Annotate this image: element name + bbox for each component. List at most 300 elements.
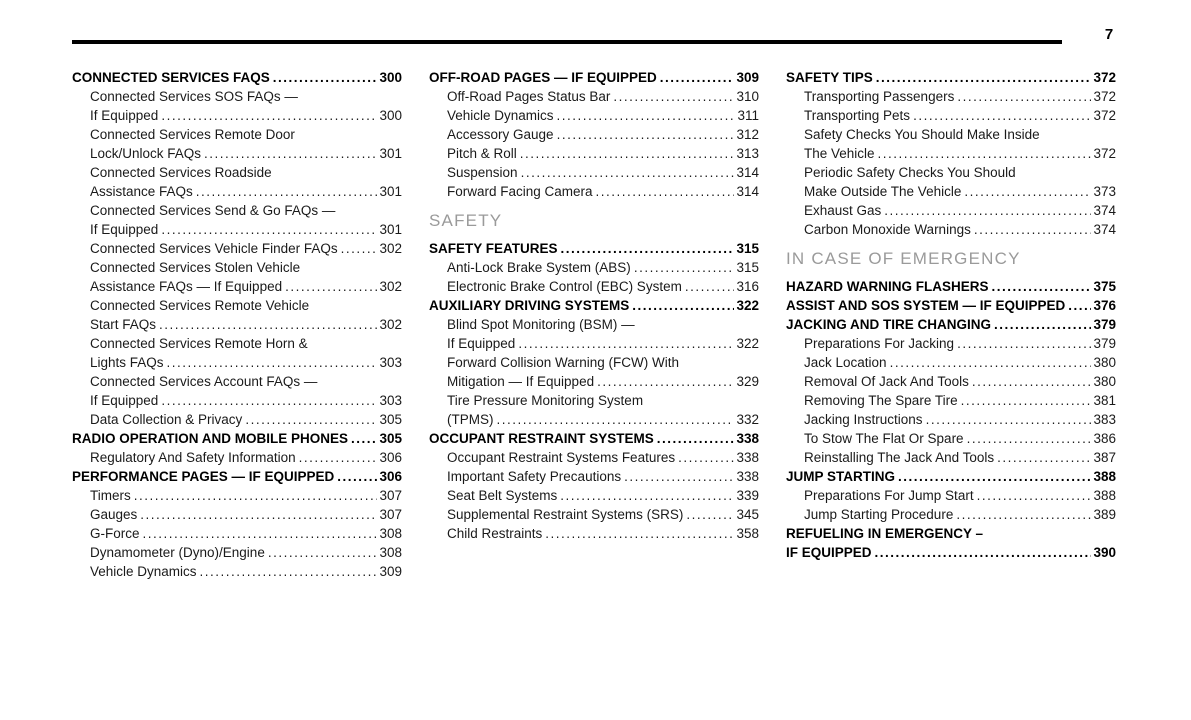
toc-entry-page-number: 379	[1093, 317, 1116, 332]
toc-entry-page-number: 315	[736, 260, 759, 275]
toc-entry-line	[90, 353, 402, 372]
toc-sub-entry	[429, 163, 759, 182]
toc-entry-text: Make Outside The Vehicle	[804, 184, 962, 199]
toc-entry-text: JACKING AND TIRE CHANGING	[786, 317, 992, 332]
toc-entry-line	[90, 144, 402, 163]
toc-entry-text: Lock/Unlock FAQs	[90, 146, 202, 161]
toc-entry-line: Periodic Safety Checks You Should	[804, 165, 1016, 180]
toc-entry-text: Jack Location	[804, 355, 887, 370]
dot-leader	[994, 315, 1091, 334]
toc-entry-text: Gauges	[90, 507, 138, 522]
dot-leader	[597, 372, 734, 391]
toc-entry-line	[447, 125, 759, 144]
dot-leader	[660, 68, 735, 87]
dot-leader	[557, 125, 735, 144]
toc-entry-text: Suspension	[447, 165, 518, 180]
toc-sub-entry	[429, 524, 759, 543]
dot-leader	[890, 353, 1092, 372]
toc-entry-text: Start FAQs	[90, 317, 157, 332]
toc-sub-entry	[786, 163, 1116, 201]
dot-leader	[657, 429, 735, 448]
toc-entry-page-number: 372	[1093, 89, 1116, 104]
toc-heading-entry	[786, 524, 1116, 562]
toc-entry-page-number: 332	[736, 412, 759, 427]
toc-entry-text: Transporting Passengers	[804, 89, 955, 104]
toc-sub-entry	[72, 486, 402, 505]
dot-leader	[974, 220, 1092, 239]
dot-leader	[884, 201, 1091, 220]
dot-leader	[964, 182, 1091, 201]
toc-entry-line	[804, 372, 1116, 391]
toc-entry-line	[447, 486, 759, 505]
toc-sub-entry	[786, 106, 1116, 125]
toc-sub-entry	[72, 125, 402, 163]
toc-entry-page-number: 302	[379, 279, 402, 294]
toc-heading-entry	[786, 315, 1116, 334]
dot-leader	[161, 106, 377, 125]
toc-entry-text: Regulatory And Safety Information	[90, 450, 296, 465]
toc-entry-page-number: 307	[379, 488, 402, 503]
toc-entry-text: If Equipped	[90, 108, 159, 123]
toc-sub-entry	[429, 391, 759, 429]
toc-entry-line: Forward Collision Warning (FCW) With	[447, 355, 680, 370]
toc-entry-line	[786, 277, 1116, 296]
dot-leader	[632, 296, 734, 315]
toc-entry-line	[90, 277, 402, 296]
dot-leader	[268, 543, 378, 562]
toc-entry-line: Tire Pressure Monitoring System	[447, 393, 644, 408]
toc-column-1	[72, 68, 402, 581]
toc-sub-entry	[72, 372, 402, 410]
dot-leader	[245, 410, 377, 429]
toc-entry-line	[804, 106, 1116, 125]
toc-entry-text: Jump Starting Procedure	[804, 507, 954, 522]
toc-entry-line	[90, 562, 402, 581]
toc-entry-line	[90, 486, 402, 505]
toc-entry-line: Connected Services SOS FAQs —	[90, 89, 298, 104]
toc-sub-entry	[72, 562, 402, 581]
toc-entry-page-number: 303	[379, 393, 402, 408]
toc-entry-page-number: 308	[379, 526, 402, 541]
toc-entry-page-number: 301	[379, 146, 402, 161]
toc-heading-entry	[72, 429, 402, 448]
toc-entry-line	[90, 505, 402, 524]
toc-entry-page-number: 345	[736, 507, 759, 522]
toc-entry-line	[429, 429, 759, 448]
toc-entry-text: Assistance FAQs — If Equipped	[90, 279, 283, 294]
toc-entry-line: Connected Services Send & Go FAQs —	[90, 203, 336, 218]
dot-leader	[613, 87, 734, 106]
toc-entry-text: Vehicle Dynamics	[90, 564, 197, 579]
toc-entry-line	[804, 182, 1116, 201]
toc-entry-page-number: 388	[1093, 469, 1116, 484]
toc-sub-entry	[72, 87, 402, 125]
toc-entry-page-number: 372	[1093, 108, 1116, 123]
dot-leader	[561, 239, 735, 258]
toc-entry-page-number: 301	[379, 222, 402, 237]
toc-entry-text: Seat Belt Systems	[447, 488, 558, 503]
dot-leader	[686, 505, 734, 524]
toc-section-header: IN CASE OF EMERGENCY	[786, 249, 1021, 268]
toc-entry-line	[72, 467, 402, 486]
toc-entry-page-number: 372	[1093, 70, 1116, 85]
toc-section-header: SAFETY	[429, 211, 503, 230]
toc-entry-text: G-Force	[90, 526, 140, 541]
toc-heading-entry	[786, 277, 1116, 296]
toc-entry-line	[429, 296, 759, 315]
toc-entry-text: Transporting Pets	[804, 108, 911, 123]
toc-entry-text: SAFETY TIPS	[786, 70, 873, 85]
toc-entry-line	[804, 391, 1116, 410]
toc-entry-page-number: 322	[736, 298, 759, 313]
dot-leader	[337, 467, 377, 486]
toc-entry-text: Preparations For Jump Start	[804, 488, 974, 503]
dot-leader	[685, 277, 735, 296]
toc-entry-page-number: 309	[736, 70, 759, 85]
toc-sub-entry	[786, 429, 1116, 448]
dot-leader	[634, 258, 735, 277]
toc-entry-page-number: 387	[1093, 450, 1116, 465]
toc-sub-entry	[429, 277, 759, 296]
dot-leader	[876, 68, 1092, 87]
toc-entry-page-number: 389	[1093, 507, 1116, 522]
toc-sub-entry	[72, 296, 402, 334]
toc-entry-page-number: 339	[736, 488, 759, 503]
toc-entry-page-number: 306	[379, 450, 402, 465]
toc-entry-page-number: 374	[1093, 203, 1116, 218]
toc-entry-text: Carbon Monoxide Warnings	[804, 222, 971, 237]
toc-sub-entry	[786, 220, 1116, 239]
toc-heading-entry	[786, 296, 1116, 315]
toc-sub-entry	[786, 410, 1116, 429]
toc-heading-entry	[786, 467, 1116, 486]
toc-entry-page-number: 380	[1093, 374, 1116, 389]
toc-entry-line	[804, 334, 1116, 353]
dot-leader	[143, 524, 378, 543]
toc-entry-text: OFF-ROAD PAGES — IF EQUIPPED	[429, 70, 657, 85]
dot-leader	[161, 391, 377, 410]
toc-entry-text: RADIO OPERATION AND MOBILE PHONES	[72, 431, 349, 446]
toc-entry-text: Off-Road Pages Status Bar	[447, 89, 611, 104]
dot-leader	[926, 410, 1092, 429]
toc-sub-entry	[429, 182, 759, 201]
toc-entry-line: Connected Services Remote Vehicle	[90, 298, 310, 313]
toc-entry-text: Pitch & Roll	[447, 146, 517, 161]
toc-entry-text: Assistance FAQs	[90, 184, 193, 199]
toc-entry-page-number: 301	[379, 184, 402, 199]
toc-entry-text: Dynamometer (Dyno)/Engine	[90, 545, 265, 560]
toc-entry-text: Vehicle Dynamics	[447, 108, 554, 123]
toc-entry-page-number: 300	[379, 70, 402, 85]
toc-entry-text: PERFORMANCE PAGES — IF EQUIPPED	[72, 469, 335, 484]
dot-leader	[557, 106, 736, 125]
toc-entry-line	[804, 144, 1116, 163]
toc-entry-line	[447, 334, 759, 353]
dot-leader	[875, 543, 1092, 562]
toc-entry-line	[447, 182, 759, 201]
toc-entry-text: Timers	[90, 488, 131, 503]
dot-leader	[560, 486, 734, 505]
toc-sub-entry	[72, 410, 402, 429]
dot-leader	[161, 220, 377, 239]
toc-sub-entry	[786, 125, 1116, 163]
toc-entry-page-number: 313	[736, 146, 759, 161]
toc-entry-line	[786, 296, 1116, 315]
toc-sub-entry	[429, 125, 759, 144]
toc-entry-text: CONNECTED SERVICES FAQS	[72, 70, 270, 85]
toc-sub-entry	[786, 372, 1116, 391]
toc-entry-line	[72, 429, 402, 448]
toc-entry-page-number: 380	[1093, 355, 1116, 370]
toc-sub-entry	[429, 106, 759, 125]
toc-entry-line	[447, 277, 759, 296]
toc-entry-text: Occupant Restraint Systems Features	[447, 450, 676, 465]
toc-column-3	[786, 68, 1116, 581]
toc-sub-entry	[429, 87, 759, 106]
toc-entry-page-number: 311	[737, 108, 759, 123]
toc-entry-text: OCCUPANT RESTRAINT SYSTEMS	[429, 431, 654, 446]
toc-entry-line	[804, 505, 1116, 524]
toc-entry-line	[786, 68, 1116, 87]
toc-entry-text: Removing The Spare Tire	[804, 393, 958, 408]
toc-entry-text: Child Restraints	[447, 526, 543, 541]
toc-entry-line	[447, 410, 759, 429]
header-rule	[72, 40, 1062, 44]
dot-leader	[997, 448, 1091, 467]
dot-leader	[1068, 296, 1091, 315]
toc-entry-page-number: 358	[736, 526, 759, 541]
toc-entry-line: REFUELING IN EMERGENCY –	[786, 526, 984, 541]
page-number: 7	[1104, 26, 1114, 43]
toc-entry-text: Lights FAQs	[90, 355, 164, 370]
toc-entry-line	[90, 391, 402, 410]
toc-entry-page-number: 312	[736, 127, 759, 142]
toc-sub-entry	[72, 524, 402, 543]
toc-entry-page-number: 375	[1093, 279, 1116, 294]
toc-entry-text: Reinstalling The Jack And Tools	[804, 450, 995, 465]
toc-entry-line	[447, 448, 759, 467]
dot-leader	[957, 87, 1091, 106]
toc-entry-line: Connected Services Remote Door	[90, 127, 295, 142]
toc-entry-line	[786, 467, 1116, 486]
toc-entry-text: Removal Of Jack And Tools	[804, 374, 969, 389]
dot-leader	[351, 429, 377, 448]
toc-entry-line	[90, 106, 402, 125]
toc-entry-line	[447, 163, 759, 182]
dot-leader	[898, 467, 1091, 486]
toc-entry-line	[90, 315, 402, 334]
dot-leader	[167, 353, 378, 372]
toc-entry-line	[447, 144, 759, 163]
toc-entry-line: Connected Services Roadside	[90, 165, 272, 180]
toc-entry-page-number: 302	[379, 317, 402, 332]
toc-entry-page-number: 390	[1093, 545, 1116, 560]
toc-entry-page-number: 338	[736, 431, 759, 446]
dot-leader	[518, 334, 734, 353]
toc-entry-line	[447, 258, 759, 277]
toc-entry-page-number: 307	[379, 507, 402, 522]
toc-sub-entry	[72, 334, 402, 372]
toc-entry-text: Preparations For Jacking	[804, 336, 955, 351]
toc-entry-line	[90, 182, 402, 201]
toc-entry-line	[90, 448, 402, 467]
toc-entry-page-number: 373	[1093, 184, 1116, 199]
toc-entry-line	[90, 543, 402, 562]
toc-columns	[72, 68, 1118, 581]
toc-entry-text: Anti-Lock Brake System (ABS)	[447, 260, 631, 275]
toc-entry-line	[447, 87, 759, 106]
toc-heading-entry	[429, 429, 759, 448]
toc-entry-line: Blind Spot Monitoring (BSM) —	[447, 317, 635, 332]
toc-entry-page-number: 316	[736, 279, 759, 294]
toc-entry-line	[429, 239, 759, 258]
toc-entry-text: SAFETY FEATURES	[429, 241, 558, 256]
toc-entry-line: Connected Services Stolen Vehicle	[90, 260, 301, 275]
toc-entry-text: JUMP STARTING	[786, 469, 896, 484]
toc-entry-text: (TPMS)	[447, 412, 494, 427]
toc-sub-entry	[72, 201, 402, 239]
toc-entry-text: Jacking Instructions	[804, 412, 923, 427]
toc-entry-text: If Equipped	[447, 336, 516, 351]
dot-leader	[200, 562, 378, 581]
toc-entry-line	[447, 467, 759, 486]
toc-entry-text: Important Safety Precautions	[447, 469, 622, 484]
toc-sub-entry	[429, 315, 759, 353]
toc-entry-page-number: 308	[379, 545, 402, 560]
toc-sub-entry	[429, 144, 759, 163]
toc-entry-line	[786, 543, 1116, 562]
toc-sub-entry	[786, 201, 1116, 220]
dot-leader	[972, 372, 1092, 391]
toc-sub-entry	[72, 258, 402, 296]
toc-entry-page-number: 315	[736, 241, 759, 256]
toc-entry-line	[447, 106, 759, 125]
toc-entry-line	[786, 315, 1116, 334]
dot-leader	[134, 486, 378, 505]
dot-leader	[285, 277, 377, 296]
dot-leader	[204, 144, 377, 163]
toc-entry-page-number: 305	[379, 431, 402, 446]
toc-entry-page-number: 314	[736, 184, 759, 199]
dot-leader	[678, 448, 734, 467]
toc-sub-entry	[429, 353, 759, 391]
toc-sub-entry	[429, 258, 759, 277]
toc-entry-page-number: 376	[1093, 298, 1116, 313]
toc-heading-entry	[786, 68, 1116, 87]
toc-entry-page-number: 372	[1093, 146, 1116, 161]
toc-entry-text: Accessory Gauge	[447, 127, 554, 142]
toc-entry-text: Forward Facing Camera	[447, 184, 593, 199]
dot-leader	[992, 277, 1092, 296]
toc-entry-text: AUXILIARY DRIVING SYSTEMS	[429, 298, 630, 313]
toc-entry-page-number: 338	[736, 450, 759, 465]
dot-leader	[977, 486, 1092, 505]
toc-sub-entry	[72, 543, 402, 562]
toc-entry-page-number: 329	[736, 374, 759, 389]
toc-heading-entry	[429, 296, 759, 315]
toc-entry-text: If Equipped	[90, 393, 159, 408]
dot-leader	[957, 334, 1091, 353]
toc-sub-entry	[786, 505, 1116, 524]
toc-sub-entry	[786, 391, 1116, 410]
toc-sub-entry	[786, 448, 1116, 467]
dot-leader	[521, 163, 735, 182]
toc-heading-entry	[429, 68, 759, 87]
toc-sub-entry	[72, 505, 402, 524]
toc-entry-page-number: 303	[379, 355, 402, 370]
dot-leader	[196, 182, 378, 201]
toc-heading-entry	[72, 68, 402, 87]
toc-entry-line	[804, 410, 1116, 429]
toc-sub-entry	[786, 486, 1116, 505]
dot-leader	[967, 429, 1092, 448]
toc-entry-line	[90, 524, 402, 543]
toc-entry-text: Supplemental Restraint Systems (SRS)	[447, 507, 684, 522]
toc-entry-line	[90, 410, 402, 429]
toc-entry-page-number: 305	[379, 412, 402, 427]
toc-entry-text: Data Collection & Privacy	[90, 412, 243, 427]
toc-entry-line	[429, 68, 759, 87]
toc-entry-text: If Equipped	[90, 222, 159, 237]
toc-entry-page-number: 322	[736, 336, 759, 351]
toc-entry-page-number: 306	[379, 469, 402, 484]
toc-entry-text: Connected Services Vehicle Finder FAQs	[90, 241, 338, 256]
toc-entry-line	[804, 448, 1116, 467]
dot-leader	[596, 182, 735, 201]
toc-entry-page-number: 386	[1093, 431, 1116, 446]
toc-entry-text: IF EQUIPPED	[786, 545, 872, 560]
toc-entry-line	[447, 372, 759, 391]
toc-entry-line	[804, 429, 1116, 448]
toc-entry-page-number: 379	[1093, 336, 1116, 351]
dot-leader	[273, 68, 378, 87]
toc-entry-page-number: 381	[1093, 393, 1116, 408]
toc-entry-page-number: 310	[736, 89, 759, 104]
toc-entry-line	[90, 239, 402, 258]
toc-sub-entry	[429, 505, 759, 524]
toc-entry-text: Exhaust Gas	[804, 203, 882, 218]
toc-entry-line	[804, 486, 1116, 505]
dot-leader	[878, 144, 1092, 163]
toc-sub-entry	[429, 467, 759, 486]
toc-entry-text: Mitigation — If Equipped	[447, 374, 595, 389]
dot-leader	[545, 524, 734, 543]
dot-leader	[624, 467, 734, 486]
toc-heading-entry	[72, 467, 402, 486]
toc-entry-line	[804, 220, 1116, 239]
toc-entry-line	[804, 353, 1116, 372]
toc-entry-line	[804, 201, 1116, 220]
toc-entry-text: To Stow The Flat Or Spare	[804, 431, 964, 446]
toc-entry-line	[447, 524, 759, 543]
toc-sub-entry	[786, 353, 1116, 372]
toc-entry-text: ASSIST AND SOS SYSTEM — IF EQUIPPED	[786, 298, 1066, 313]
toc-entry-page-number: 383	[1093, 412, 1116, 427]
toc-entry-page-number: 338	[736, 469, 759, 484]
toc-sub-entry	[72, 163, 402, 201]
toc-entry-line	[90, 220, 402, 239]
dot-leader	[341, 239, 378, 258]
toc-entry-line: Safety Checks You Should Make Inside	[804, 127, 1040, 142]
toc-entry-text: HAZARD WARNING FLASHERS	[786, 279, 989, 294]
dot-leader	[140, 505, 377, 524]
toc-sub-entry	[72, 448, 402, 467]
toc-sub-entry	[429, 486, 759, 505]
toc-sub-entry	[786, 87, 1116, 106]
toc-entry-page-number: 388	[1093, 488, 1116, 503]
toc-column-2	[429, 68, 759, 581]
toc-entry-line	[447, 505, 759, 524]
